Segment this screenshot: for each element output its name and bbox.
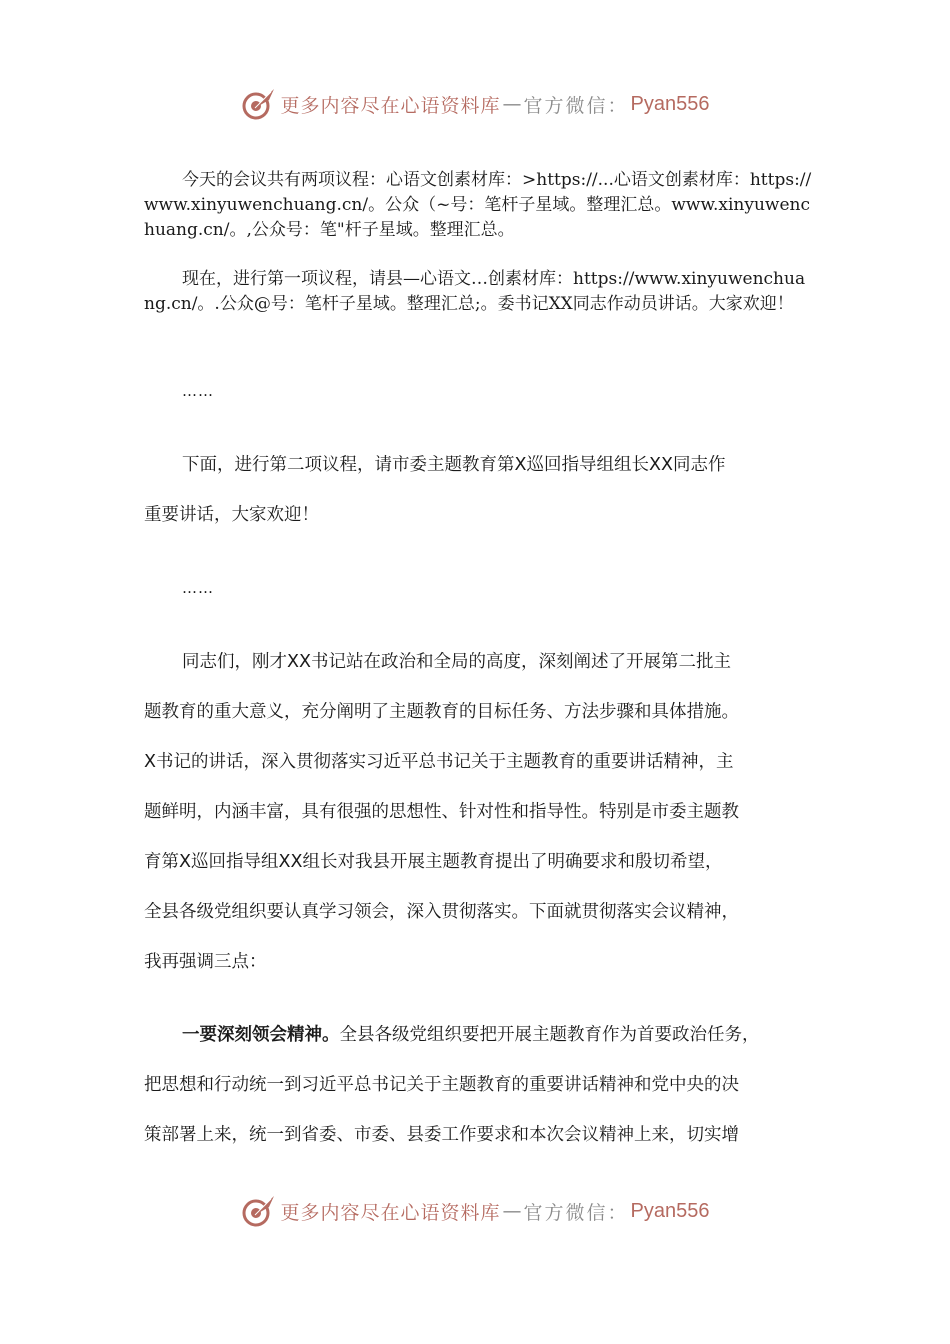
quill-logo-icon: [241, 86, 277, 122]
point-one-text: 全县各级党组织要把开展主题教育作为首要政治任务，: [339, 1025, 760, 1045]
ellipsis-2: ……: [182, 579, 214, 597]
footer-subtitle: 官方微信：: [523, 1201, 629, 1224]
paragraph-comrades-line: 题鲜明，内涵丰富，具有很强的思想性、针对性和指导性。特别是市委主题教: [144, 802, 739, 822]
ellipsis-1: ……: [182, 382, 214, 400]
footer-banner: [0, 1191, 950, 1231]
paragraph-first-item: [144, 267, 814, 317]
paragraph-comrades-line: X书记的讲话，深入贯彻落实习近平总书记关于主题教育的重要讲话精神，主: [144, 752, 734, 772]
paragraph-second-item-line-1: 下面，进行第二项议程，请市委主题教育第X巡回指导组组长XX同志作: [182, 455, 726, 475]
paragraph-second-item-line-2: 重要讲话，大家欢迎！: [144, 505, 319, 525]
header-dash: —: [502, 93, 522, 115]
footer-dash: —: [502, 1200, 522, 1222]
header-brand: 更多内容尽在心语资料库: [280, 94, 501, 117]
quill-logo-icon: [241, 1193, 277, 1229]
header-subtitle: 官方微信：: [523, 94, 629, 117]
paragraph-point-one-line-2: 把思想和行动统一到习近平总书记关于主题教育的重要讲话精神和党中央的决: [144, 1075, 739, 1095]
paragraph-first-item-text: 现在，进行第一项议程，请县—心语文…创素材库：https://www.xinyuwenchuang.cn/。.公众@号：笔杆子星域。整理汇总;。委书记XX同志作动员讲话。大家欢迎！: [144, 269, 806, 314]
footer-brand: 更多内容尽在心语资料库: [280, 1201, 501, 1224]
header-banner: [0, 84, 950, 124]
paragraph-agenda: [144, 168, 814, 243]
paragraph-comrades-line: 同志们，刚才XX书记站在政治和全局的高度，深刻阐述了开展第二批主: [182, 652, 731, 672]
paragraph-comrades-line: 全县各级党组织要认真学习领会，深入贯彻落实。下面就贯彻落实会议精神，: [144, 902, 739, 922]
header-wechat-id: Pyan556: [630, 92, 710, 115]
paragraph-comrades-line: 育第X巡回指导组XX组长对我县开展主题教育提出了明确要求和殷切希望，: [144, 852, 723, 872]
paragraph-point-one-line-3: 策部署上来，统一到省委、市委、县委工作要求和本次会议精神上来，切实增: [144, 1125, 739, 1145]
paragraph-agenda-text: 今天的会议共有两项议程：心语文创素材库：>https://...心语文创素材库：https://www.xinyuwenchuang.cn/。公众（~号：笔杆子星域。整理汇总。www.xinyuwenchuang.cn/。,公众号：笔"杆子星域。整理汇总。: [144, 170, 812, 240]
footer-wechat-id: Pyan556: [630, 1199, 710, 1222]
paragraph-comrades-line: 我再强调三点：: [144, 952, 267, 972]
paragraph-point-one-line-1: [182, 1022, 760, 1048]
point-one-heading: 一要深刻领会精神。: [182, 1025, 340, 1045]
paragraph-comrades-line: 题教育的重大意义，充分阐明了主题教育的目标任务、方法步骤和具体措施。: [144, 702, 739, 722]
